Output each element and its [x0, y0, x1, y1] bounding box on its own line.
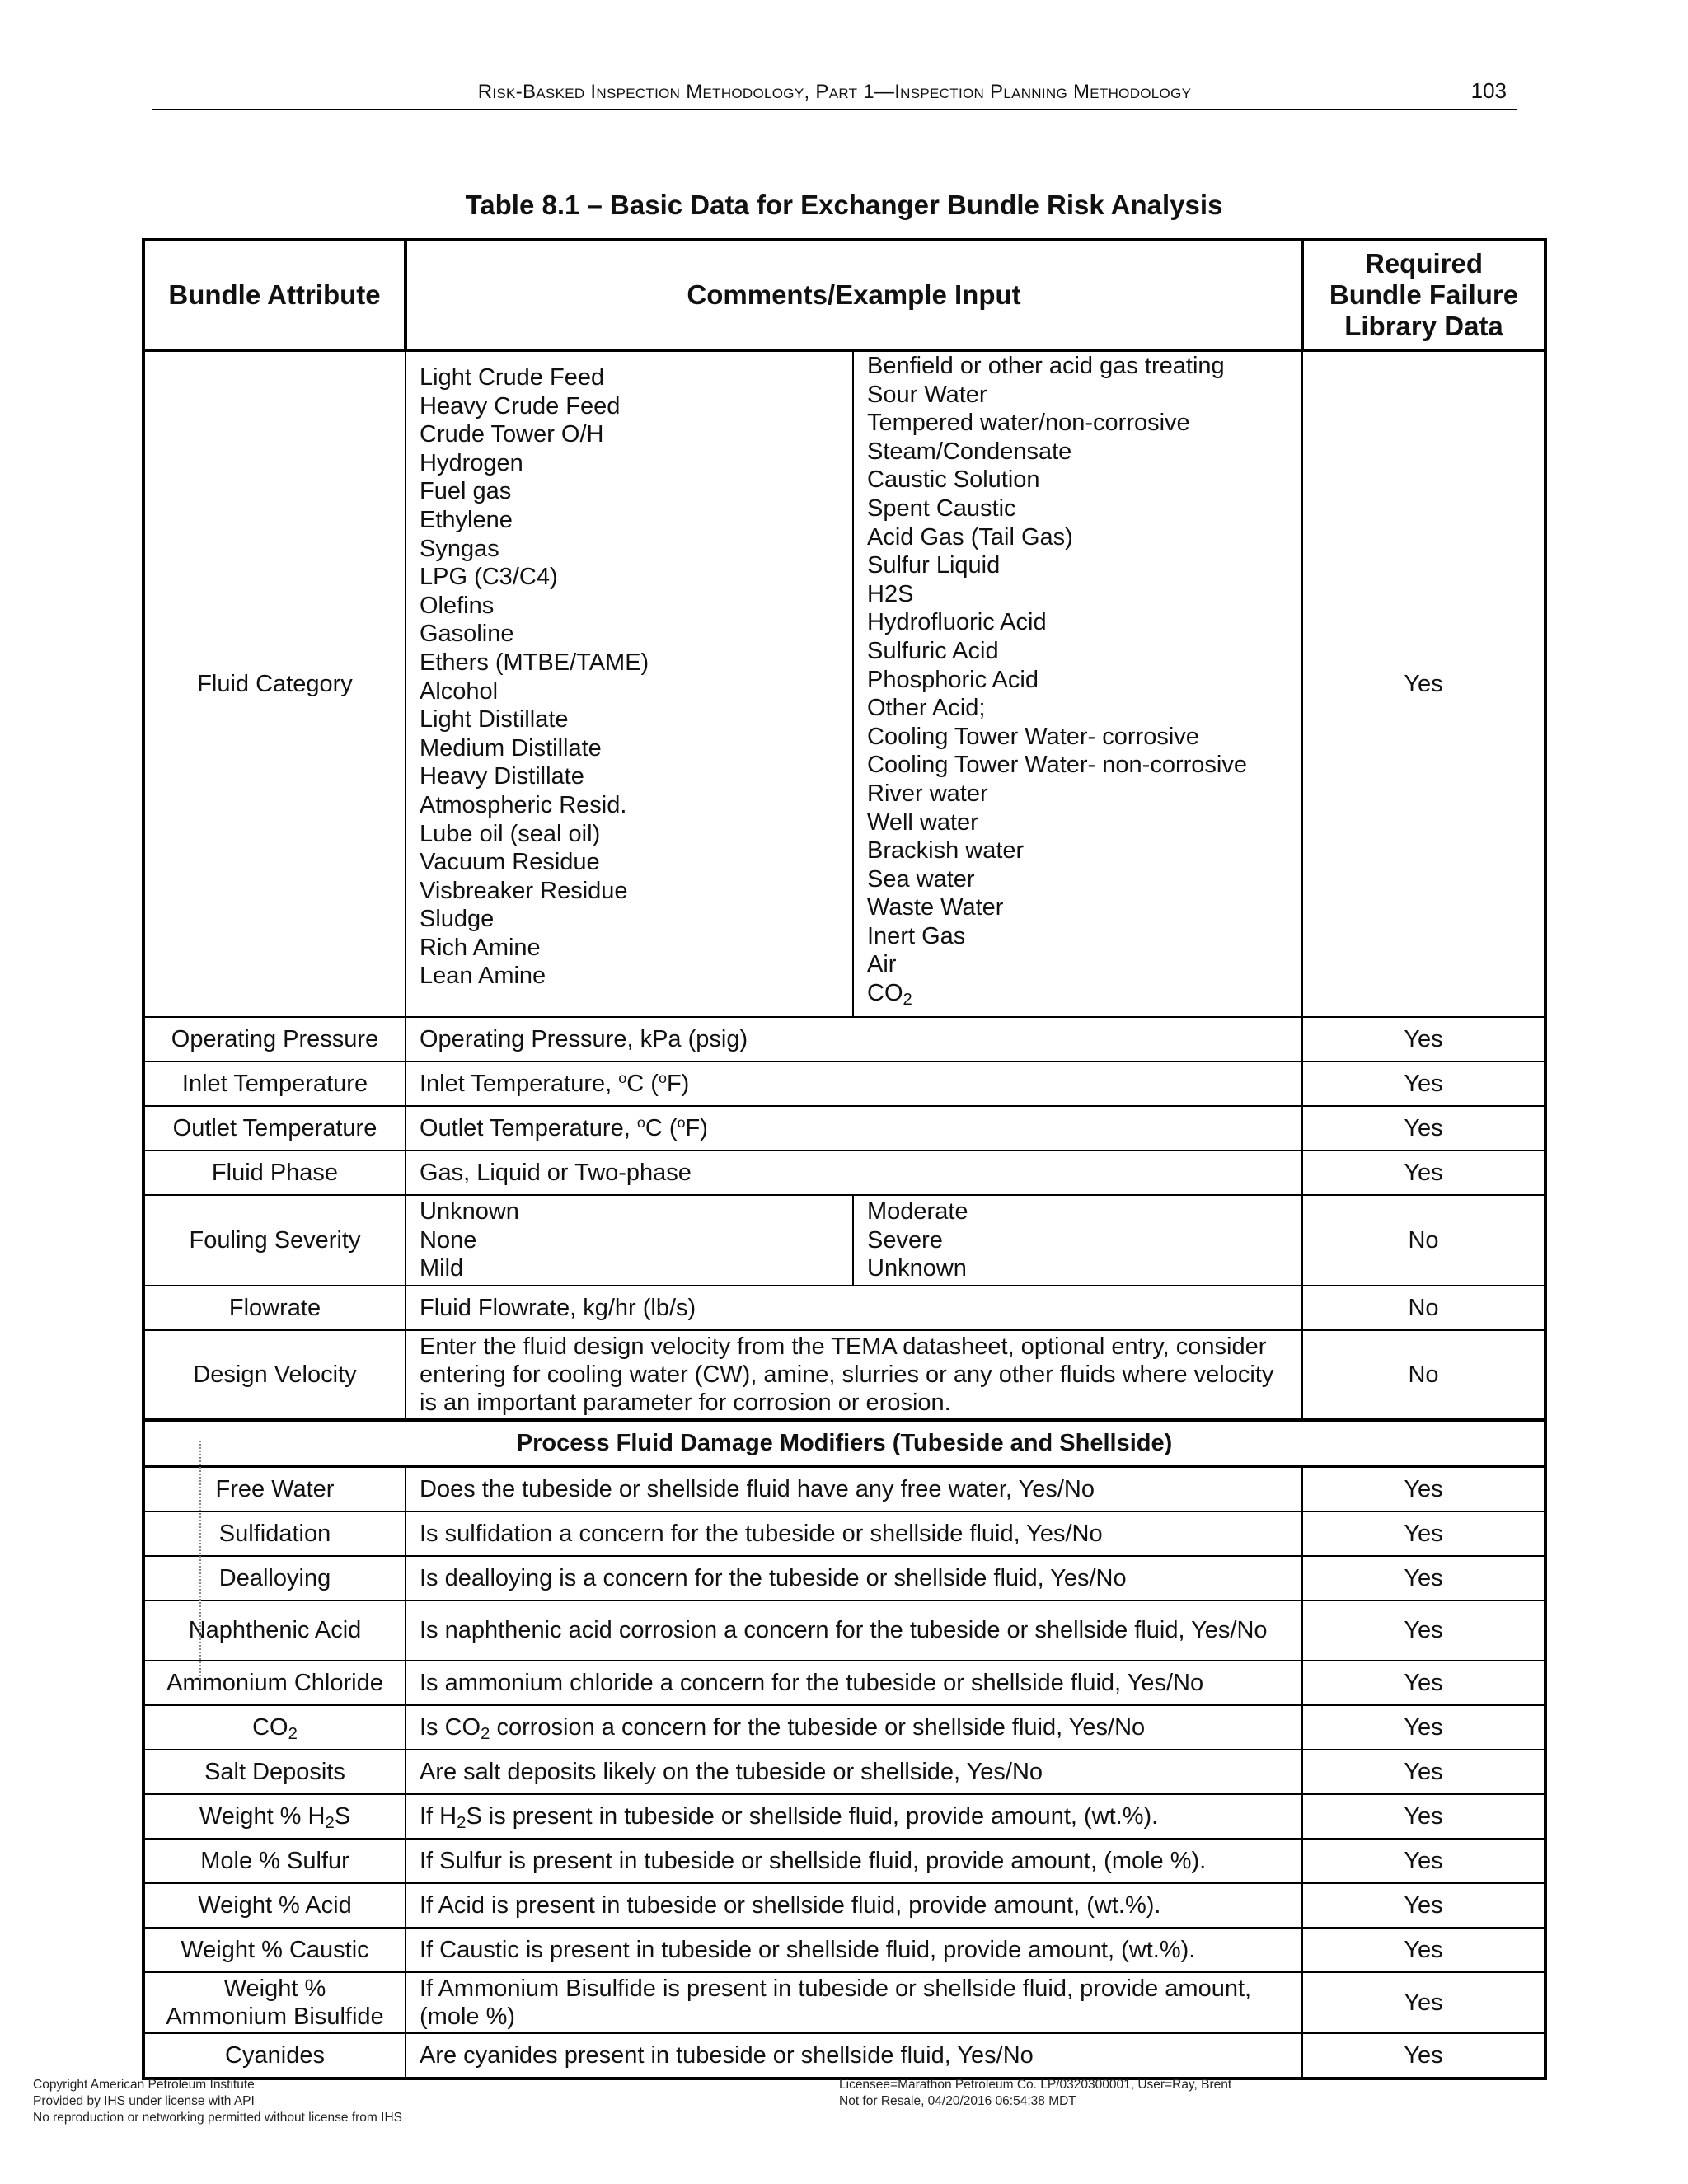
row-attribute: Fouling Severity — [143, 1195, 406, 1286]
row-required: Yes — [1302, 1928, 1545, 1972]
table-row — [143, 1661, 1545, 1705]
list-item: Inert Gas — [867, 922, 966, 949]
list-item: Heavy Distillate — [420, 763, 584, 790]
list-item: Heavy Crude Feed — [420, 392, 621, 419]
degree-sup: o — [636, 1114, 645, 1132]
comment-text: Inlet Temperature, — [420, 1071, 619, 1097]
row-comment — [406, 1794, 1302, 1839]
list-item: Sludge — [420, 906, 495, 933]
row-comment: If Ammonium Bisulfide is present in tubeside or shellside fluid, provide amount, (mole %) — [406, 1972, 1302, 2033]
list-item: Alcohol — [420, 677, 499, 705]
list-item: Brackish water — [867, 837, 1025, 865]
table-header-row — [143, 240, 1545, 350]
row-required: Yes — [1302, 1511, 1545, 1556]
list-item: Lube oil (seal oil) — [420, 820, 601, 847]
list-item: Cooling Tower Water- corrosive — [867, 723, 1199, 750]
table-row — [143, 2033, 1545, 2079]
table-row — [143, 1972, 1545, 2033]
row-required: Yes — [1302, 1661, 1545, 1705]
row-attribute: Operating Pressure — [143, 1017, 406, 1062]
comment-text: F) — [666, 1071, 690, 1097]
row-comment: Enter the fluid design velocity from the TEMA datasheet, optional entry, consider entering for cooling water (CW), amine, slurries or any other fluids where velocity is an important parameter for corrosion or erosion. — [406, 1330, 1302, 1420]
row-attribute: Fluid Phase — [143, 1151, 406, 1195]
row-required: Yes — [1302, 1106, 1545, 1151]
comment-text: C ( — [626, 1071, 659, 1097]
list-item: Caustic Solution — [867, 466, 1040, 494]
list-item: Sour Water — [867, 381, 987, 408]
table-row — [143, 1195, 1545, 1286]
row-comment: If Caustic is present in tubeside or shellside fluid, provide amount, (wt.%). — [406, 1928, 1302, 1972]
row-required: Yes — [1302, 1883, 1545, 1928]
table-row — [143, 1601, 1545, 1661]
running-header — [152, 76, 1517, 110]
list-item: Visbreaker Residue — [420, 877, 628, 904]
list-item: Unknown — [420, 1198, 519, 1225]
row-comment — [406, 1062, 1302, 1106]
comment-text: S is present in tubeside or shellside fluid, provide amount, (wt.%). — [466, 1802, 1159, 1830]
row-attribute: Dealloying — [143, 1556, 406, 1601]
table-row — [143, 1794, 1545, 1839]
col-header-attribute: Bundle Attribute — [143, 240, 406, 350]
row-required: Yes — [1302, 1839, 1545, 1883]
list-item: Moderate — [867, 1198, 968, 1225]
row-comment: Gas, Liquid or Two-phase — [406, 1151, 1302, 1195]
row-attribute — [143, 1972, 406, 2033]
fluid-list-left — [406, 350, 853, 1017]
table-row — [143, 1928, 1545, 1972]
subscript: 2 — [457, 1813, 467, 1832]
footer-line: Copyright American Petroleum Institute — [33, 2078, 255, 2092]
comment-text: If H — [420, 1802, 457, 1830]
comment-text: Outlet Temperature, — [420, 1115, 637, 1141]
table-row — [143, 1062, 1545, 1106]
list-item: Air — [867, 951, 897, 978]
list-item: Phosphoric Acid — [867, 666, 1039, 693]
row-attribute: Free Water — [143, 1466, 406, 1511]
row-required: Yes — [1302, 1705, 1545, 1750]
row-required: Yes — [1302, 1017, 1545, 1062]
row-comment — [406, 1106, 1302, 1151]
row-attribute: Inlet Temperature — [143, 1062, 406, 1106]
list-item: Severe — [867, 1226, 943, 1254]
row-required: No — [1302, 1195, 1545, 1286]
table-row — [143, 1151, 1545, 1195]
attribute-line: Ammonium Bisulfide — [166, 2003, 384, 2030]
list-item: Fuel gas — [420, 478, 512, 505]
footer-line: Provided by IHS under license with API — [33, 2094, 255, 2108]
list-item: Hydrogen — [420, 449, 523, 476]
subscript: 2 — [481, 1724, 490, 1743]
row-attribute: Cyanides — [143, 2033, 406, 2079]
row-comment: Is naphthenic acid corrosion a concern for the tubeside or shellside fluid, Yes/No — [406, 1601, 1302, 1661]
row-attribute — [143, 1794, 406, 1839]
subscript: 2 — [288, 1724, 298, 1743]
footer-license — [839, 2077, 1231, 2110]
list-item: Well water — [867, 808, 978, 836]
list-item: Ethers (MTBE/TAME) — [420, 649, 649, 676]
list-item: Lean Amine — [420, 963, 546, 990]
row-required: Yes — [1302, 1972, 1545, 2033]
comment-text: Is CO — [420, 1713, 481, 1741]
list-item: Ethylene — [420, 506, 513, 533]
list-item: Acid Gas (Tail Gas) — [867, 523, 1073, 551]
table-row — [143, 350, 1545, 1017]
row-required: Yes — [1302, 1151, 1545, 1195]
row-required: Yes — [1302, 1556, 1545, 1601]
list-item: Vacuum Residue — [420, 849, 600, 876]
row-attribute: Sulfidation — [143, 1511, 406, 1556]
row-required: Yes — [1302, 350, 1545, 1017]
table-row — [143, 1750, 1545, 1794]
section-header-row — [143, 1420, 1545, 1466]
list-item: Atmospheric Resid. — [420, 791, 627, 818]
row-comment: Does the tubeside or shellside fluid have any free water, Yes/No — [406, 1466, 1302, 1511]
list-item: None — [420, 1226, 477, 1254]
footer-line: Not for Resale, 04/20/2016 06:54:38 MDT — [839, 2094, 1076, 2108]
list-item: Light Crude Feed — [420, 364, 605, 391]
comment-text: corrosion a concern for the tubeside or shellside fluid, Yes/No — [490, 1713, 1146, 1741]
row-required: No — [1302, 1330, 1545, 1420]
footer-line: Licensee=Marathon Petroleum Co. LP/0320300001, User=Ray, Brent — [839, 2078, 1232, 2092]
row-comment: Fluid Flowrate, kg/hr (lb/s) — [406, 1286, 1302, 1330]
table-row — [143, 1017, 1545, 1062]
row-required: Yes — [1302, 1466, 1545, 1511]
list-item: Spent Caustic — [867, 494, 1016, 522]
col-header-comments: Comments/Example Input — [406, 240, 1302, 350]
row-comment — [406, 1705, 1302, 1750]
row-attribute: Design Velocity — [143, 1330, 406, 1420]
table-row — [143, 1883, 1545, 1928]
row-attribute: Weight % Caustic — [143, 1928, 406, 1972]
fluid-list-right — [853, 350, 1302, 1017]
attribute-text: Weight % H — [199, 1802, 326, 1830]
row-attribute: Outlet Temperature — [143, 1106, 406, 1151]
comment-text: F) — [685, 1115, 708, 1141]
row-comment: Is dealloying is a concern for the tubeside or shellside fluid, Yes/No — [406, 1556, 1302, 1601]
list-item: River water — [867, 780, 988, 807]
footer-line: No reproduction or networking permitted without license from IHS — [33, 2111, 402, 2125]
list-item: Sulfuric Acid — [867, 637, 999, 664]
row-attribute: Fluid Category — [143, 350, 406, 1017]
attribute-text: S — [334, 1802, 351, 1830]
row-attribute: Mole % Sulfur — [143, 1839, 406, 1883]
fouling-list-left — [406, 1195, 853, 1286]
list-item: Mild — [420, 1255, 464, 1282]
row-attribute — [143, 1705, 406, 1750]
page-number: 103 — [1470, 78, 1507, 103]
row-comment: Are cyanides present in tubeside or shellside fluid, Yes/No — [406, 2033, 1302, 2079]
row-required: Yes — [1302, 2033, 1545, 2079]
subscript: 2 — [903, 991, 912, 1010]
list-item: Tempered water/non-corrosive — [867, 410, 1190, 437]
list-item: LPG (C3/C4) — [420, 564, 558, 591]
row-attribute: Flowrate — [143, 1286, 406, 1330]
row-attribute: Ammonium Chloride — [143, 1661, 406, 1705]
list-item: Sulfur Liquid — [867, 552, 1001, 579]
comment-text: C ( — [645, 1115, 678, 1141]
list-item: Steam/Condensate — [867, 438, 1072, 465]
table-row — [143, 1511, 1545, 1556]
row-required: Yes — [1302, 1062, 1545, 1106]
list-item: Light Distillate — [420, 706, 569, 733]
list-item: Unknown — [867, 1255, 967, 1282]
row-comment: Is ammonium chloride a concern for the tubeside or shellside fluid, Yes/No — [406, 1661, 1302, 1705]
list-item: Rich Amine — [420, 934, 541, 961]
list-item: Medium Distillate — [420, 734, 602, 762]
row-required: No — [1302, 1286, 1545, 1330]
list-item: Benfield or other acid gas treating — [867, 353, 1225, 379]
row-attribute: Weight % Acid — [143, 1883, 406, 1928]
table-row — [143, 1286, 1545, 1330]
subscript: 2 — [325, 1813, 335, 1832]
list-item: Crude Tower O/H — [420, 421, 604, 448]
list-item: Sea water — [867, 865, 975, 893]
row-comment: If Acid is present in tubeside or shellside fluid, provide amount, (wt.%). — [406, 1883, 1302, 1928]
degree-sup: o — [618, 1070, 627, 1087]
margin-mark — [199, 1441, 201, 1680]
running-title: Risk-Basked Inspection Methodology, Part 1—Inspection Planning Methodology — [477, 81, 1192, 103]
degree-sup: o — [658, 1070, 667, 1087]
row-required: Yes — [1302, 1750, 1545, 1794]
list-item: Olefins — [420, 592, 495, 619]
row-comment: Are salt deposits likely on the tubeside or shellside, Yes/No — [406, 1750, 1302, 1794]
table-row — [143, 1106, 1545, 1151]
section-title: Process Fluid Damage Modifiers (Tubeside and Shellside) — [143, 1420, 1545, 1466]
row-comment: Is sulfidation a concern for the tubeside or shellside fluid, Yes/No — [406, 1511, 1302, 1556]
fouling-list-right — [853, 1195, 1302, 1286]
row-required: Yes — [1302, 1601, 1545, 1661]
list-item: Cooling Tower Water- non-corrosive — [867, 752, 1247, 779]
list-item: Other Acid; — [867, 695, 986, 722]
row-comment: If Sulfur is present in tubeside or shellside fluid, provide amount, (mole %). — [406, 1839, 1302, 1883]
table-row — [143, 1330, 1545, 1420]
table-row — [143, 1466, 1545, 1511]
list-item: H2S — [867, 580, 914, 607]
list-item: Waste Water — [867, 894, 1004, 921]
table-row — [143, 1705, 1545, 1750]
list-item — [867, 979, 1288, 1008]
table-row — [143, 1556, 1545, 1601]
footer-copyright — [33, 2077, 402, 2126]
table-row — [143, 1839, 1545, 1883]
row-attribute: Salt Deposits — [143, 1750, 406, 1794]
list-item-text: CO — [867, 980, 903, 1007]
row-required: Yes — [1302, 1794, 1545, 1839]
list-item: Syngas — [420, 535, 499, 562]
row-attribute: Naphthenic Acid — [143, 1601, 406, 1661]
list-item: Gasoline — [420, 621, 514, 648]
list-item: Hydrofluoric Acid — [867, 609, 1047, 636]
attribute-line: Weight % — [223, 1975, 326, 2002]
bundle-data-table — [142, 238, 1547, 2080]
table-caption: Table 8.1 – Basic Data for Exchanger Bundle Risk Analysis — [465, 190, 1223, 220]
attribute-text: CO — [252, 1713, 288, 1741]
row-comment: Operating Pressure, kPa (psig) — [406, 1017, 1302, 1062]
col-header-required: Required Bundle Failure Library Data — [1302, 240, 1545, 350]
degree-sup: o — [677, 1114, 686, 1132]
